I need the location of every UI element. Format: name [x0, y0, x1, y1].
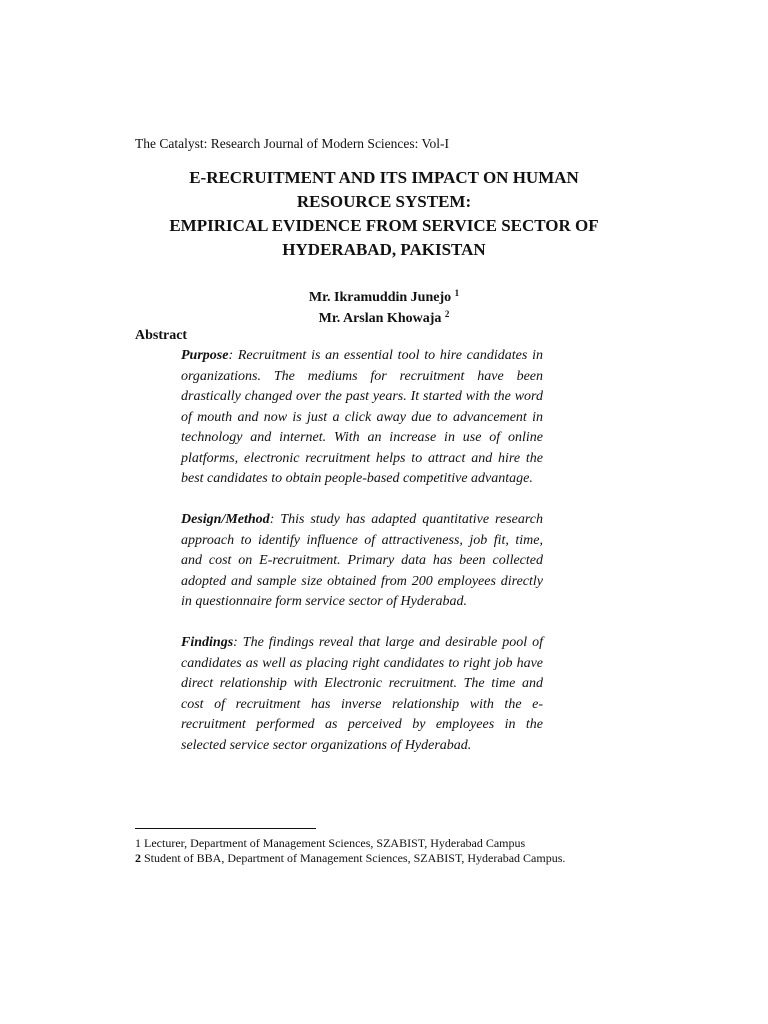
journal-header: The Catalyst: Research Journal of Modern Sciences: Vol-I [135, 136, 450, 151]
author-name: Mr. Ikramuddin Junejo [308, 290, 452, 305]
footnotes [135, 836, 695, 866]
footnote-mark: 2 [135, 851, 141, 865]
footnote-text: Student of BBA, Department of Management Sciences, SZABIST, Hyderabad Campus. [141, 851, 566, 865]
section-label: Purpose [181, 348, 229, 363]
footnote-mark: 1 [135, 836, 141, 850]
author-1 [120, 287, 648, 308]
footnote-1 [135, 836, 695, 851]
author-affiliation-mark: 2 [444, 309, 450, 319]
footnote-2 [135, 851, 695, 866]
section-text: : The findings reveal that large and desirable pool of candidates as well as placing right candidates to right job have direct relationship with Electronic recruitment. The time and cost of recruitment has inverse relationship with the e-recruitment performed as perceived by employees in the selected service sector organizations of Hyderabad. [181, 635, 543, 753]
footnote-text: Lecturer, Department of Management Sciences, SZABIST, Hyderabad Campus [141, 836, 526, 850]
section-label: Design/Method [181, 512, 270, 527]
title-line: RESOURCE SYSTEM: [296, 192, 472, 211]
abstract-purpose [181, 346, 543, 490]
paper-title [120, 166, 648, 262]
section-label: Findings [181, 635, 234, 650]
author-name: Mr. Arslan Khowaja [318, 311, 442, 326]
abstract-design-method [181, 510, 543, 613]
author-2 [120, 308, 648, 329]
footnote-divider [135, 828, 316, 829]
section-text: : Recruitment is an essential tool to hire candidates in organizations. The mediums for recruitment have been drastically changed over the past years. It started with the word of mouth and now is just a click away due to advancement in technology and internet. With an increase in use of online platforms, electronic recruitment helps to attract and hire the best candidates to obtain people-based competitive advantage. [181, 348, 543, 486]
abstract-body [181, 346, 543, 777]
title-line: EMPIRICAL EVIDENCE FROM SERVICE SECTOR OF [169, 216, 599, 235]
section-text: : This study has adapted quantitative research approach to identify influence of attractiveness, job fit, time, and cost on E-recruitment. Primary data has been collected adopted and sample size obtained from 200 employees directly in questionnaire form service sector of Hyderabad. [181, 512, 543, 609]
author-affiliation-mark: 1 [454, 288, 460, 298]
abstract-findings [181, 633, 543, 756]
title-line: E-RECRUITMENT AND ITS IMPACT ON HUMAN [189, 168, 579, 187]
author-list [120, 287, 648, 329]
title-line: HYDERABAD, PAKISTAN [282, 240, 486, 259]
abstract-heading: Abstract [135, 328, 188, 343]
